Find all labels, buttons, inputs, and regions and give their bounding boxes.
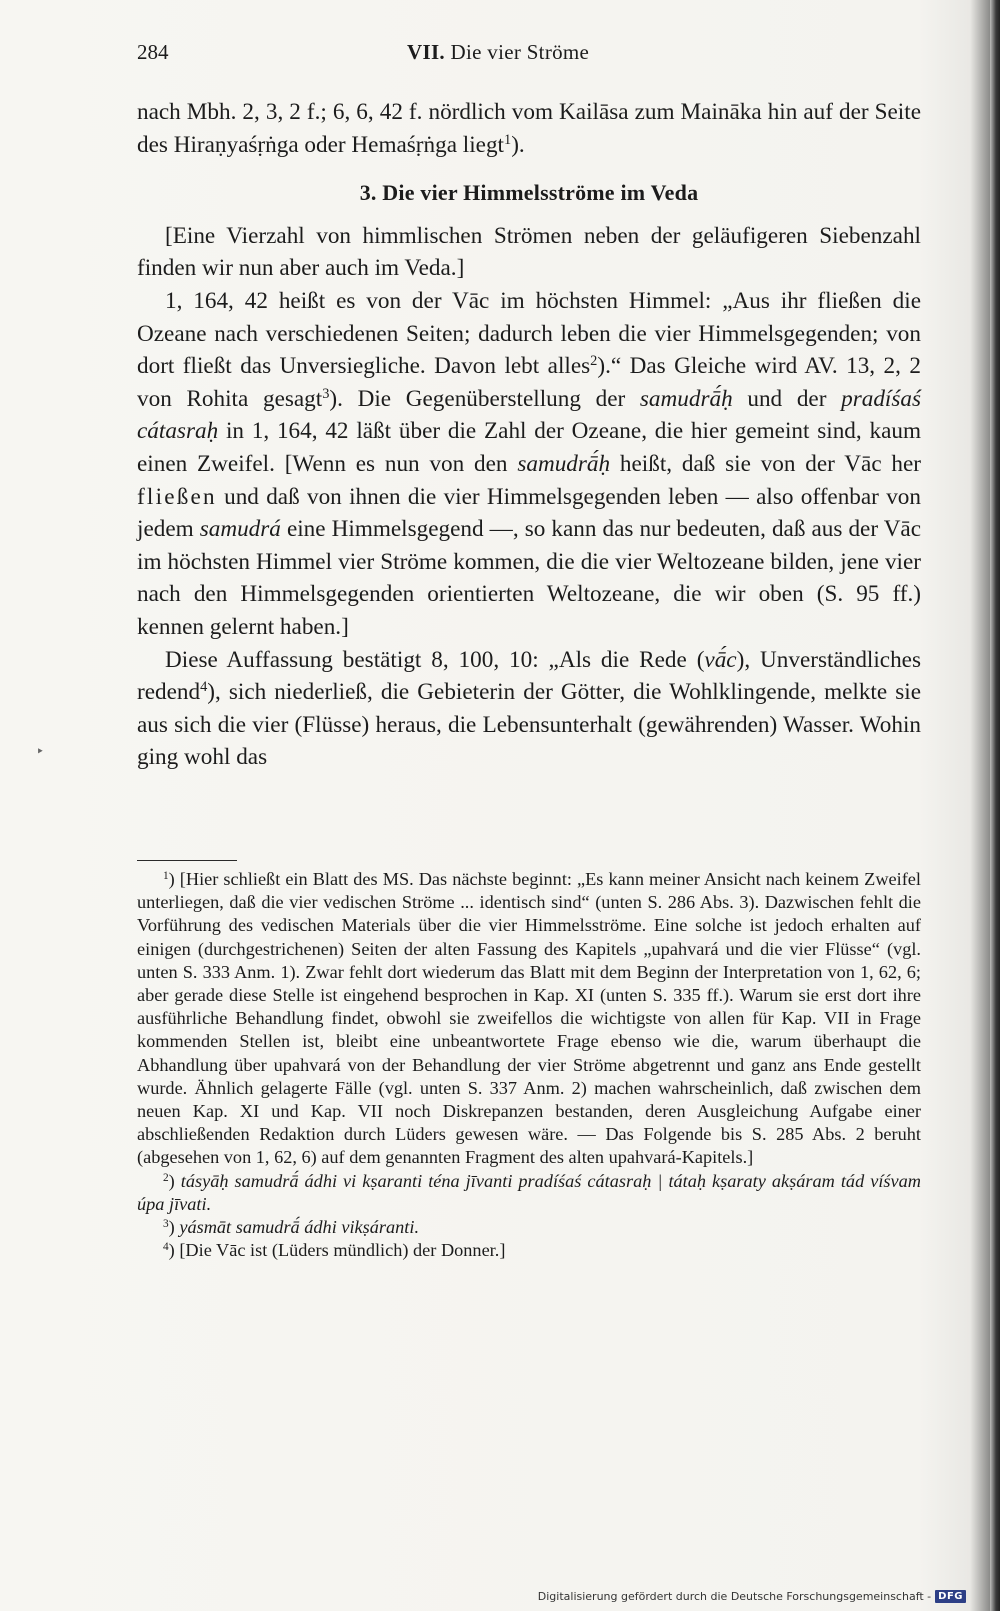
paragraph-1: [Eine Vierzahl von himmlischen Strömen neben der geläufigeren Siebenzahl finden wir nun aber auch im Veda.]	[137, 222, 921, 282]
main-text	[137, 96, 921, 774]
scan-edge	[990, 0, 1000, 1611]
chapter-numeral: VII.	[407, 40, 445, 64]
paragraph-3: Diese Auffassung bestätigt 8, 100, 10: „Als die Rede (vā́c), Unverständliches redend$^4$), sich niederließ, die Gebieterin der Götter, die Wohlklingende, melkte sie aus sich die vier (Flüsse) heraus, die Lebensunterhalt (gewährenden) Wasser. Wohin ging wohl das	[137, 646, 921, 771]
credit-text: Digitalisierung gefördert durch die Deutsche Forschungsgemeinschaft -	[537, 1590, 932, 1603]
footnote-ref-2[interactable]: 2	[590, 353, 598, 370]
footnote-1: $^1$) [Hier schließt ein Blatt des MS. Das nächste beginnt: „Es kann meiner Ansicht nach keinem Zweifel unterliegen, daß die vier vedischen Ströme ... identisch sind“ (unten S. 286 Abs. 3). Dazwischen fehlt die Vorführung des vedischen Materials über die vier Himmelsströme. Eine solche ist jedoch erhalten auf einigen (durchgestrichenen) Seiten der alten Fassung des Kapitels „upahvará und die vier Flüsse“ (vgl. unten S. 333 Anm. 1). Zwar fehlt dort wiederum das Blatt mit dem Beginn der Interpretation von 1, 62, 6; aber gerade diese Stelle ist eingehend besprochen in Kap. XI (unten S. 335 ff.). Warum sie erst dort ihre ausführliche Behandlung findet, obwohl sie zweifellos die wichtigste von allen für Kap. VII in Frage kommenden Stellen ist, bleibt eine unbeantwortete Frage ebenso wie die, warum überhaupt die Abhandlung über upahvará von der Behandlung der vier Ströme abgetrennt und ganz ans Ende gestellt wurde. Ähnlich gelagerte Fälle (vgl. unten S. 337 Anm. 2) machen wahrscheinlich, daß zwischen dem neuen Kap. XI und Kap. VII noch Diskrepanzen bestanden, deren Ausgleichung Aufgabe einer abschließenden Redaktion durch Lüders gewesen wäre. — Das Folgende bis S. 285 Abs. 2 beruht (abgesehen von 1, 62, 6) auf dem genannten Fragment des alten upahvará-Kapitels.]	[137, 869, 921, 1168]
footnote-ref-4[interactable]: 4	[200, 679, 208, 696]
paragraph-2: 1, 164, 42 heißt es von der Vāc im höchsten Himmel: „Aus ihr fließen die Ozeane nach verschiedenen Seiten; dadurch leben die vier Himmelsgegenden; von dort fließt das Unversiegliche. Davon lebt alles$^2$).“ Das Gleiche wird AV. 13, 2, 2 von Rohita gesagt$^3$). Die Gegenüberstellung der samudrā́ḥ und der pradíśaś cátasraḥ in 1, 164, 42 läßt über die Zahl der Ozeane, die hier gemeint sind, kaum einen Zweifel. [Wenn es nun von den samudrā́ḥ heißt, daß sie von der Vāc her fließen und daß von ihnen die vier Himmelsgegenden leben — also offenbar von jedem samudrá eine Himmelsgegend —, so kann das nur bedeuten, daß aus der Vāc im höchsten Himmel vier Ströme kommen, die die vier Weltozeane bilden, jene vier nach den Himmelsgegenden orientierten Weltozeane, die wir oben (S. 95 ff.) kennen gelernt haben.]	[137, 287, 922, 640]
footnote-3: $^3$) yásmāt samudrā́ ádhi vikṣáranti.	[163, 1217, 420, 1238]
page-number: 284	[137, 40, 169, 64]
footnotes	[137, 868, 921, 1262]
chapter-title: Die vier Ströme	[450, 40, 590, 64]
continuation-paragraph: nach Mbh. 2, 3, 2 f.; 6, 6, 42 f. nördlich vom Kailāsa zum Maināka hin auf der Seite des Hiraṇyaśṛṅga oder Hemaśṛṅga liegt$^1$).	[137, 99, 921, 158]
margin-mark-icon: ‣	[36, 745, 45, 760]
running-header	[137, 40, 917, 80]
dfg-logo-icon: DFG	[935, 1590, 966, 1603]
footnote-4: $^4$) [Die Vāc ist (Lüders mündlich) der Donner.]	[163, 1240, 506, 1261]
footnote-divider	[137, 860, 237, 861]
digitization-credit	[538, 1590, 966, 1603]
running-head	[407, 40, 589, 65]
footnote-ref-3[interactable]: 3	[322, 385, 330, 402]
section-heading: 3. Die vier Himmelsströme im Veda	[359, 180, 699, 206]
footnote-2: $^2$) tásyāḥ samudrā́ ádhi vi kṣaranti téna jīvanti pradíśaś cátasraḥ | tátaḥ kṣaraty akṣáram tád víśvam úpa jīvati.	[137, 1170, 921, 1214]
footnote-ref-1[interactable]: 1	[504, 131, 512, 148]
